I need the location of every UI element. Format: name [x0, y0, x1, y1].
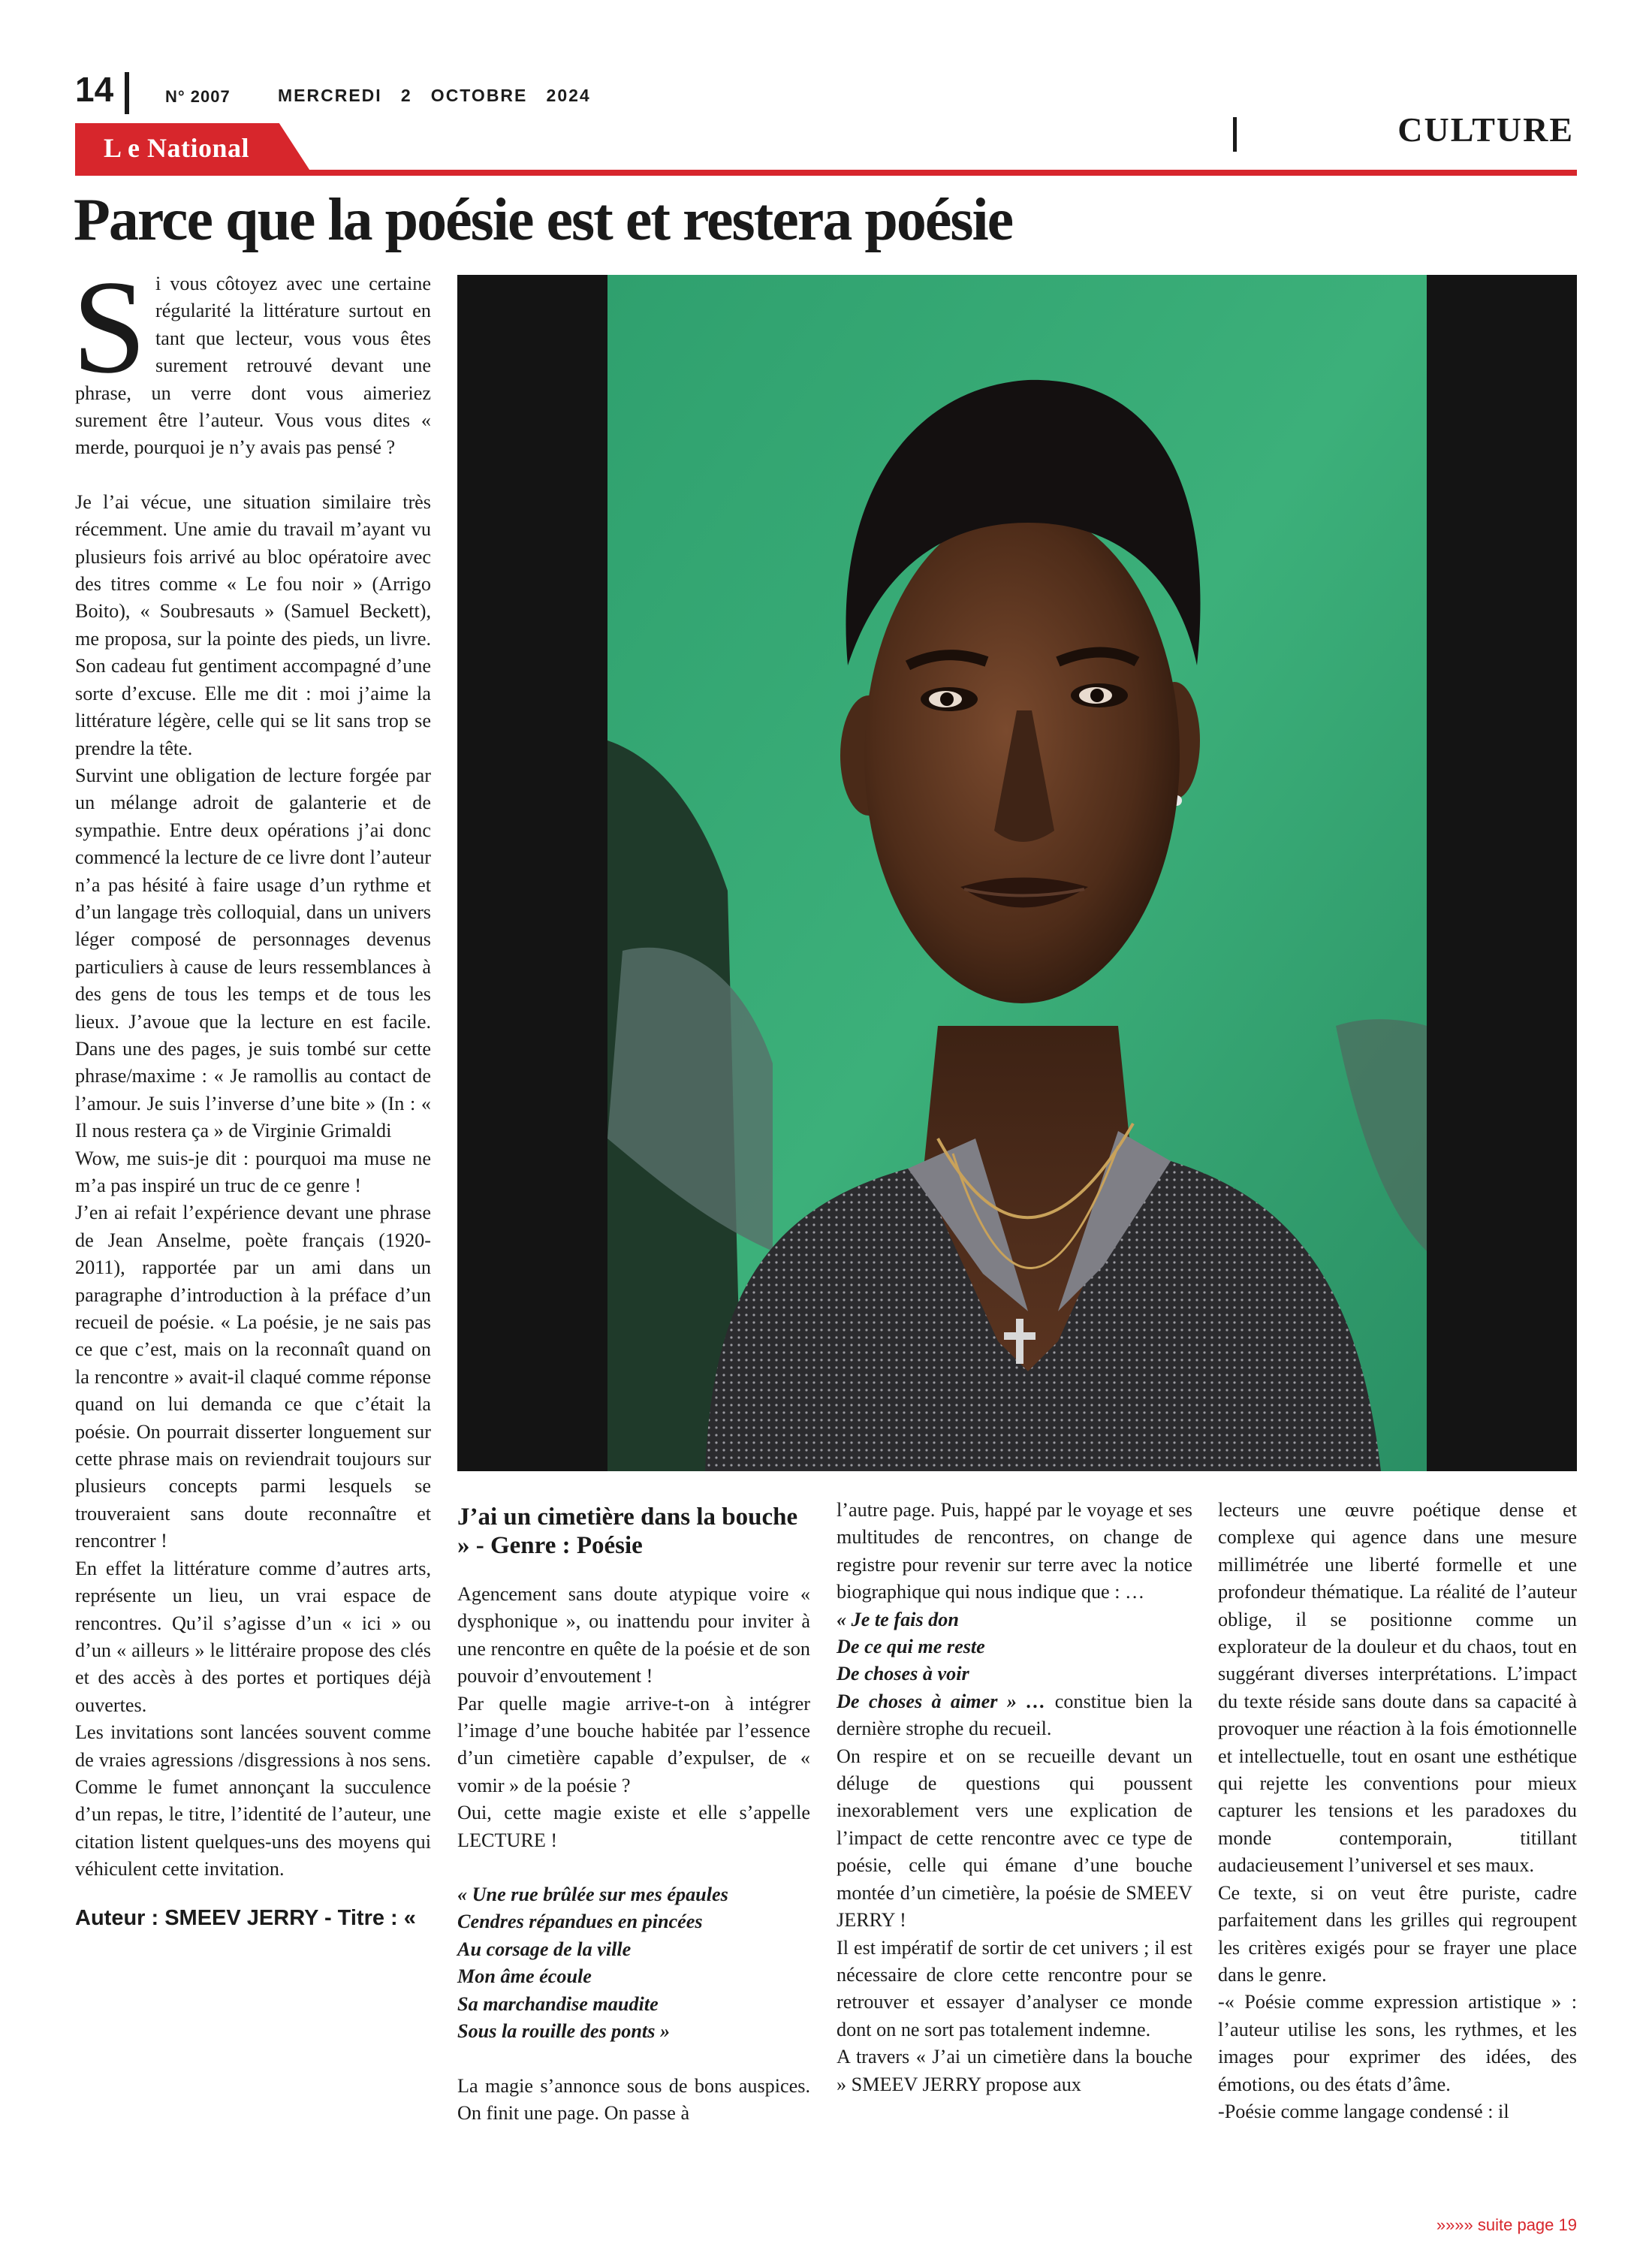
author-portrait-photo: [457, 275, 1577, 1471]
paragraph: Je l’ai vécue, une situation similaire très récemment. Une amie du travail m’ayant vu plusieurs fois arrivé au bloc opératoire avec des titres comme « Le fou noir » (Arrigo Boito), « Soubresauts » (Samuel Beckett), me proposa, sur la pointe des pieds, un livre. Son cadeau fut gentiment accompagné d’une sorte d’excuse. Elle me dit : moi j’aime la littérature légère, celle qui se lit sans trop se prendre la tête.: [75, 490, 431, 759]
paragraph: J’en ai refait l’expérience devant une phrase de Jean Anselme, poète français (1920-2011), rapportée par un ami dans un paragraphe d’introduction à la préface d’un recueil de poésie. « La poésie, je ne sais pas ce que c’est, mais on la reconnaît quand on la rencontre » avait-il claqué comme réponse quand on lui demanda ce que c’était la poésie. On pourrait disserter longuement sur cette phrase mais on reviendrait toujours sur plusieurs concepts parmi lesquels se trouveraient sans doute reconnaître et rencontrer !: [75, 1202, 431, 1552]
verse-line: Sous la rouille des ponts »: [457, 2020, 671, 2043]
verse-line: « Je te fais don: [837, 1608, 959, 1630]
article-column-3: [837, 1497, 1192, 2098]
paragraph: Survint une obligation de lecture forgée par un mélange adroit de galanterie et de sympathie. Entre deux opérations j’ai donc commencé la lecture de ce livre dont l’auteur n’a pas hésité à faire usage d’un rythme et d’un langage très colloquial, dans un univers léger composé de personnages devenus particuliers à cause de leurs ressemblances à des gens de tous les temps et de tous les lieux. J’avoue que la lecture en est facile. Dans une des pages, je suis tombé sur cette phrase/maxime : « Je ramollis au contact de l’amour. Je suis l’inverse d’une bite » (In : « Il nous restera ça » de Virginie Grimaldi: [75, 764, 431, 1142]
paragraph: [837, 1688, 1192, 1743]
article-column-1: [72, 252, 431, 1931]
paragraph: Oui, cette magie existe et elle s’appelle LECTURE !: [457, 1802, 810, 1851]
verse-line: De choses à voir: [837, 1663, 969, 1685]
paragraph: Ce texte, si on veut être puriste, cadre parfaitement dans les grilles qui regroupent les critères exigés pour se frayer une place dans le genre.: [1218, 1881, 1577, 1986]
newspaper-name: L e National: [104, 133, 250, 163]
page-number-divider: [125, 72, 129, 114]
paragraph: A travers « J’ai un cimetière dans la bouche » SMEEV JERRY propose aux: [837, 2046, 1192, 2095]
verse-line: De ce qui me reste: [837, 1636, 985, 1658]
paragraph: Les invitations sont lancées souvent comme de vraies agressions /disgressions à nos sens. Comme le fumet annonçant la succulence d’un repas, le titre, l’identité de l’auteur, une citation listent quelques-uns des moyens qui véhiculent cette invitation.: [75, 1721, 431, 1881]
continued-on-page: »»»» suite page 19: [1436, 2215, 1577, 2234]
paragraph: On respire et on se recueille devant un déluge de questions qui poussent inexorablement vers une explication de l’impact de cette rencontre avec ce type de poésie, celle qui émane d’une bouche montée d’un cimetière, la poésie de SMEEV JERRY !: [837, 1745, 1192, 1932]
page-number: 14: [75, 70, 114, 109]
header-rule: [75, 170, 1577, 176]
poem-excerpt: [837, 1606, 1192, 1688]
verse-line: Au corsage de la ville: [457, 1938, 632, 1960]
verse-line: Cendres répandues en pincées: [457, 1911, 703, 1933]
paragraph: En effet la littérature comme d’autres arts, représente un lieu, un vrai espace de rencontres. Qu’il s’agisse d’un « ici » ou d’un « ailleurs » le littéraire propose des clés et des accès à des portes et portiques déjà ouvertes.: [75, 1557, 431, 1716]
verse-line: Mon âme écoule: [457, 1965, 592, 1988]
poem-excerpt: [457, 1881, 810, 2045]
paragraph: Wow, me suis-je dit : pourquoi ma muse ne m’a pas inspiré un truc de ce genre !: [75, 1147, 431, 1196]
verse-line: « Une rue brûlée sur mes épaules: [457, 1884, 728, 1906]
section-divider: [1233, 117, 1237, 152]
byline: Auteur : SMEEV JERRY - Titre : «: [75, 1905, 416, 1930]
book-title-heading: J’ai un cimetière dans la bouche » - Genre : Poésie: [457, 1504, 798, 1559]
issue-number: N° 2007: [165, 87, 231, 106]
paragraph: i vous côtoyez avec une certaine régularité la littérature surtout en tant que lecteur, vous vous êtes surement retrouvé devant une phrase, un verre dont vous aimeriez surement être l’auteur. Vous vous dites « merde, pourquoi je n’y avais pas pensé ?: [75, 273, 431, 459]
headline: Parce que la poésie est et restera poésie: [74, 187, 1013, 253]
paragraph: lecteurs une œuvre poétique dense et complexe qui agence dans une mesure millimétrée une liberté formelle et une profondeur thématique. La réalité de l’auteur oblige, il se positionne comme un explorateur de la douleur et du chaos, tout en suggérant diverses interprétations. L’impact du texte réside sans doute dans sa capacité à provoquer une réaction à la fois émotionnelle et intellectuelle, tout en osant une esthétique qui rejette les conventions pour mieux capturer les tensions et les paradoxes du monde contemporain, titillant audacieusement l’universel et ses maux.: [1218, 1499, 1577, 1877]
paragraph: -« Poésie comme expression artistique » : l’auteur utilise les sons, les rythmes, et les images pour exprimer des idées, des émotions, ou des états d’âme.: [1218, 1991, 1577, 2095]
article-column-4: [1218, 1497, 1577, 2125]
paragraph: -Poésie comme langage condensé : il: [1218, 2100, 1509, 2122]
verse-trailing-text: constitue bien la dernière strophe du recueil.: [837, 1690, 1192, 1740]
article-column-2: [457, 1497, 810, 2127]
dateline: MERCREDI 2 OCTOBRE 2024: [278, 86, 591, 105]
paragraph: Il est impératif de sortir de cet univers ; il est nécessaire de clore cette rencontre pour se retrouver et essayer d’analyser ce monde dont on ne sort pas totalement indemne.: [837, 1936, 1192, 2040]
verse-line: Sa marchandise maudite: [457, 1992, 659, 2015]
paragraph: La magie s’annonce sous de bons auspices. On finit une page. On passe à: [457, 2074, 810, 2124]
paragraph: l’autre page. Puis, happé par le voyage et ses multitudes de rencontres, on change de registre pour revenir sur terre avec la notice biographique qui nous indique que : …: [837, 1499, 1192, 1603]
section-name: CULTURE: [1397, 110, 1574, 149]
paragraph: Par quelle magie arrive-t-on à intégrer l’image d’une bouche habitée par l’essence d’un cimetière capable d’expulser, de « vomir » de la poésie ?: [457, 1692, 810, 1796]
drop-cap: S: [72, 252, 146, 401]
verse-line: De choses à aimer » …: [837, 1690, 1046, 1712]
paragraph: Agencement sans doute atypique voire « dysphonique », ou inattendu pour inviter à une rencontre en quête de la poésie et de son pouvoir d’envoutement !: [457, 1583, 810, 1687]
